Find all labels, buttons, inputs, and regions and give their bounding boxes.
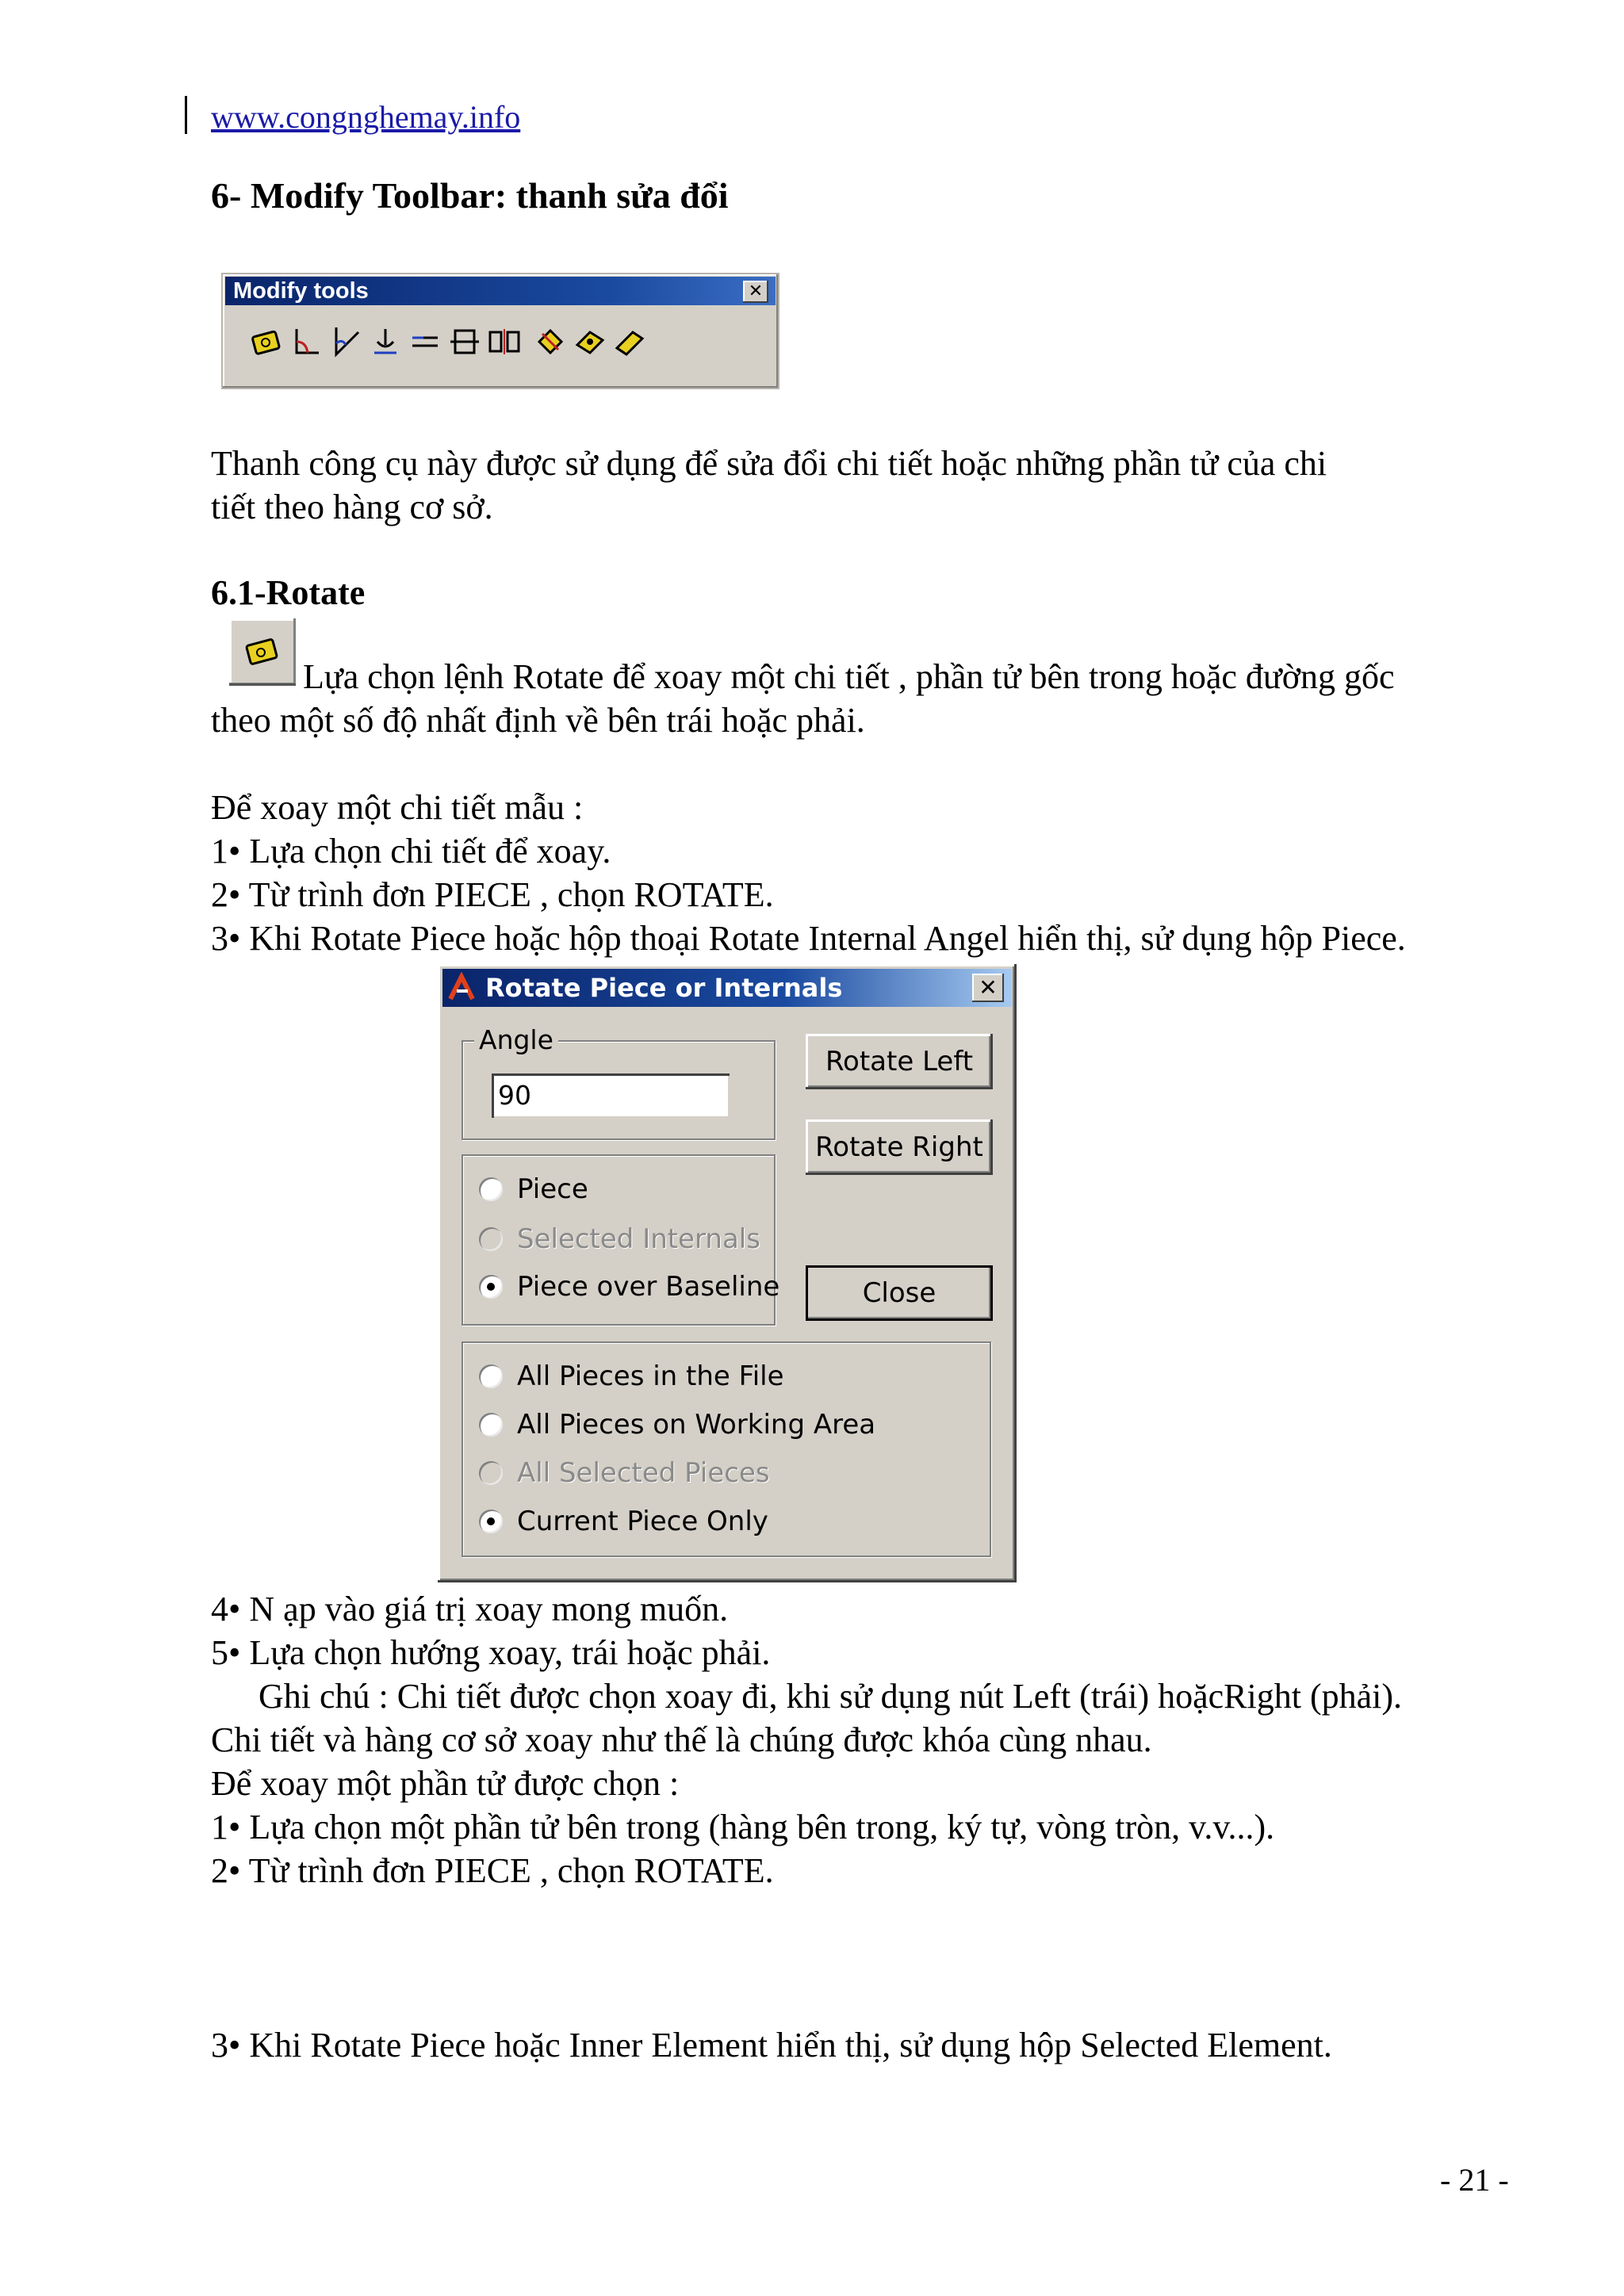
header-rule <box>185 96 187 134</box>
radio-all-pieces-file[interactable] <box>479 1360 784 1392</box>
step-5: 5• Lựa chọn hướng xoay, trái hoặc phải. <box>211 1633 771 1672</box>
radio-current-piece[interactable] <box>479 1506 768 1537</box>
rotate-right-button[interactable]: Rotate Right <box>806 1119 993 1175</box>
radio-circle <box>479 1177 503 1201</box>
radio-label: All Pieces in the File <box>517 1360 784 1392</box>
dialog-title: Rotate Piece or Internals <box>442 969 1012 1007</box>
radio-circle <box>479 1510 503 1533</box>
radio-label: Piece over Baseline <box>517 1271 780 1303</box>
radio-piece[interactable] <box>479 1173 588 1205</box>
cut-icon[interactable] <box>445 322 485 362</box>
toolbar-separator <box>524 322 530 362</box>
step-b-1: 1• Lựa chọn một phần tử bên trong (hàng bên trong, ký tự, vòng tròn, v.v...). <box>211 1808 1275 1846</box>
intro-line-1: Thanh công cụ này được sử dụng để sửa đổi chi tiết hoặc những phần tử của chi <box>211 444 1327 483</box>
radio-circle <box>479 1461 503 1485</box>
parallel-lines-icon[interactable] <box>405 322 445 362</box>
rotate-icon-underline <box>229 683 296 686</box>
radio-all-pieces-working[interactable] <box>479 1409 875 1441</box>
angle-label: Angle <box>474 1024 558 1056</box>
radio-label: Selected Internals <box>517 1223 760 1255</box>
steps-heading: Để xoay một chi tiết mẫu : <box>211 788 584 827</box>
radio-circle <box>479 1364 503 1388</box>
radio-selected-internals[interactable] <box>479 1223 760 1255</box>
modify-tools-toolbar <box>221 273 779 389</box>
radio-circle <box>479 1275 503 1299</box>
radio-all-selected[interactable] <box>479 1457 770 1489</box>
step-1: 1• Lựa chọn chi tiết để xoay. <box>211 832 611 871</box>
radio-circle <box>479 1227 503 1251</box>
mirror-angle-icon[interactable] <box>326 322 366 362</box>
step-b-3: 3• Khi Rotate Piece hoặc Inner Element hiển thị, sử dụng hộp Selected Element. <box>211 2026 1332 2064</box>
rotate-dialog <box>438 964 1017 1582</box>
angle-group <box>462 1024 776 1140</box>
radio-label: All Selected Pieces <box>517 1457 770 1489</box>
site-link[interactable]: www.congnghemay.info <box>211 99 521 135</box>
step-4: 4• N ạp vào giá trị xoay mong muốn. <box>211 1590 729 1628</box>
step-2: 2• Từ trình đơn PIECE , chọn ROTATE. <box>211 875 774 914</box>
radio-label: All Pieces on Working Area <box>517 1409 876 1441</box>
page-number: - 21 - <box>1440 2162 1509 2198</box>
subsection-title: 6.1-Rotate <box>211 573 366 612</box>
eraser-icon[interactable] <box>610 322 649 362</box>
radio-label: Piece <box>517 1173 588 1205</box>
intro-line-2: tiết theo hàng cơ sở. <box>211 488 493 526</box>
angle-input[interactable]: 90 <box>492 1073 730 1118</box>
angle-icon[interactable] <box>286 322 326 362</box>
note-line-2: Chi tiết và hàng cơ sở xoay như thế là chúng được khóa cùng nhau. <box>211 1720 1152 1759</box>
close-button[interactable]: Close <box>806 1265 993 1321</box>
target-group <box>462 1154 780 1326</box>
anchor-icon[interactable] <box>366 322 405 362</box>
rotate-desc-line-2: theo một số độ nhất định về bên trái hoặc phải. <box>211 701 865 740</box>
toolbar-title: Modify tools <box>225 277 776 305</box>
rotate-desc-line-1: Lựa chọn lệnh Rotate để xoay một chi tiết , phần tử bên trong hoặc đường gốc <box>303 657 1395 696</box>
app-logo-icon <box>446 972 477 1004</box>
step-b-2: 2• Từ trình đơn PIECE , chọn ROTATE. <box>211 1851 774 1890</box>
radio-piece-over-baseline[interactable] <box>479 1271 779 1303</box>
dialog-close-icon[interactable]: ✕ <box>972 974 1004 1002</box>
toolbar-icons <box>247 322 649 362</box>
radio-label: Current Piece Only <box>517 1506 768 1537</box>
section-title: 6- Modify Toolbar: thanh sửa đổi <box>211 175 729 216</box>
flip-icon[interactable] <box>485 322 524 362</box>
move-icon[interactable] <box>530 322 570 362</box>
step-3: 3• Khi Rotate Piece hoặc hộp thoại Rotate Internal Angel hiển thị, sử dụng hộp Piece. <box>211 919 1406 958</box>
note-line-1: Ghi chú : Chi tiết được chọn xoay đi, khi sử dụng nút Left (trái) hoặcRight (phải). <box>259 1677 1403 1716</box>
steps-heading-2: Để xoay một phần tử được chọn : <box>211 1764 680 1803</box>
rotate-tool-icon <box>229 618 296 685</box>
rotate-icon[interactable] <box>247 322 286 362</box>
radio-circle <box>479 1413 503 1437</box>
nudge-icon[interactable] <box>570 322 610 362</box>
rotate-left-button[interactable]: Rotate Left <box>806 1034 993 1089</box>
scope-group <box>462 1341 991 1557</box>
toolbar-close-button[interactable]: ✕ <box>743 281 768 303</box>
